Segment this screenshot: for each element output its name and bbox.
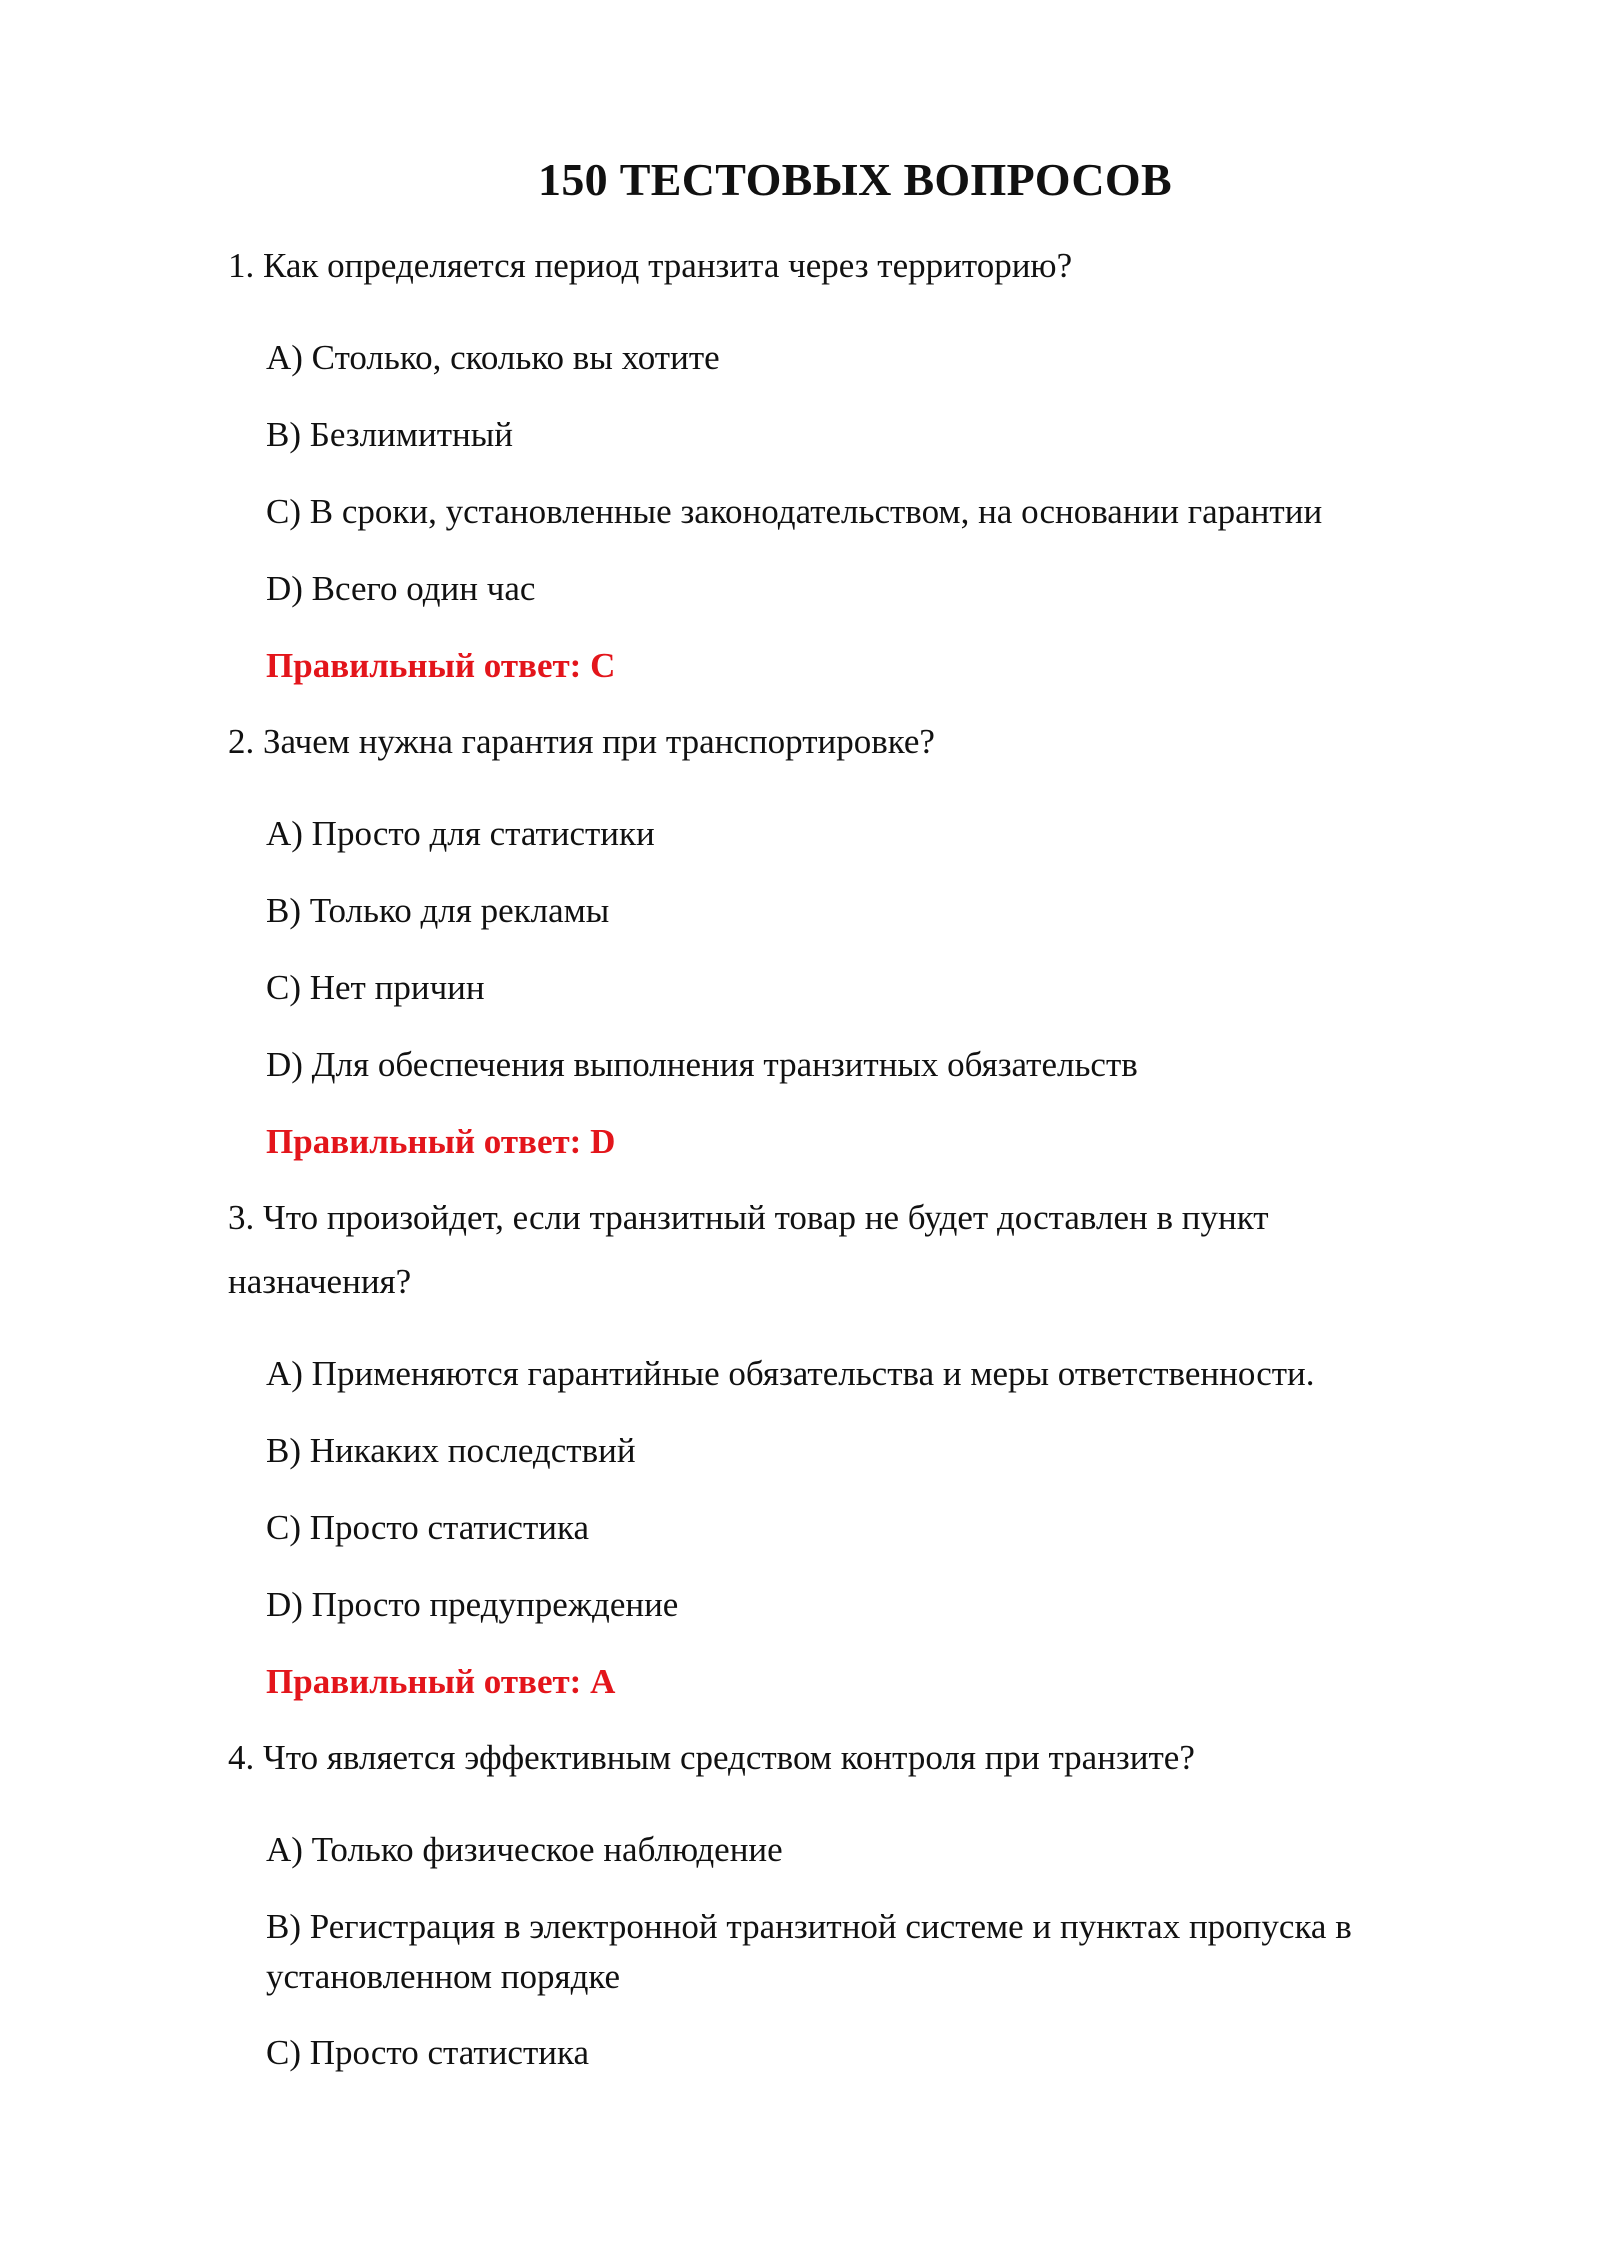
question-1-option-a: A) Столько, сколько вы хотите [266,338,720,377]
question-1-answer: Правильный ответ: C [266,646,616,685]
question-4-option-c: C) Просто статистика [266,2033,589,2072]
question-1-option-d: D) Всего один час [266,569,536,608]
question-3-option-a: A) Применяются гарантийные обязательства и меры ответственности. [266,1354,1315,1393]
question-3-option-c: C) Просто статистика [266,1508,589,1547]
document-title: 150 ТЕСТОВЫХ ВОПРОСОВ [538,154,1172,205]
question-2-text: 2. Зачем нужна гарантия при транспортировке? [228,722,935,761]
question-2-option-b: B) Только для рекламы [266,891,610,930]
question-2-option-a: A) Просто для статистики [266,814,655,853]
question-4-option-b: B) Регистрация в электронной транзитной системе и пунктах пропуска в установленном порядке [266,1907,1352,1996]
question-1-text: 1. Как определяется период транзита через территорию? [228,246,1073,285]
question-2-option-d: D) Для обеспечения выполнения транзитных обязательств [266,1045,1138,1084]
question-2-option-c: C) Нет причин [266,968,485,1007]
question-1-option-b: B) Безлимитный [266,415,513,454]
question-2-answer: Правильный ответ: D [266,1122,616,1161]
question-4-option-a: A) Только физическое наблюдение [266,1830,783,1869]
question-3-option-b: B) Никаких последствий [266,1431,636,1470]
question-3-option-d: D) Просто предупреждение [266,1585,679,1624]
question-3-answer: Правильный ответ: A [266,1662,616,1701]
question-4-text: 4. Что является эффективным средством контроля при транзите? [228,1738,1195,1777]
question-1-option-c: C) В сроки, установленные законодательством, на основании гарантии [266,492,1323,531]
question-3-text: 3. Что произойдет, если транзитный товар не будет доставлен в пункт назначения? [228,1198,1269,1301]
